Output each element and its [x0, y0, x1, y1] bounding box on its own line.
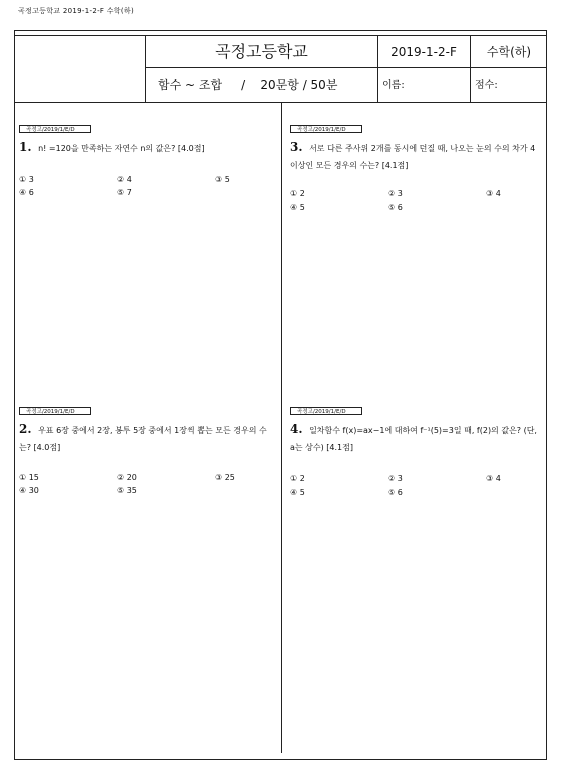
- column-divider: [281, 103, 282, 753]
- question-1-tag: 곡정고/2019/1/E/D: [19, 125, 91, 133]
- question-3-option-5[interactable]: ⑤ 6: [388, 203, 403, 212]
- question-3-option-2[interactable]: ② 3: [388, 189, 403, 198]
- question-2-stem: [19, 421, 269, 456]
- exam-code: 2019-1-2-F: [377, 36, 470, 68]
- question-3-stem: [290, 139, 542, 174]
- question-4-option-4[interactable]: ④ 5: [290, 488, 305, 497]
- question-3: [290, 116, 542, 174]
- question-2-option-4[interactable]: ④ 30: [19, 486, 39, 495]
- question-3-option-3[interactable]: ③ 4: [486, 189, 501, 198]
- question-1-option-2[interactable]: ② 4: [117, 175, 132, 184]
- name-field[interactable]: 이름:: [377, 68, 470, 103]
- score-field[interactable]: 점수:: [470, 68, 547, 103]
- question-2-option-3[interactable]: ③ 25: [215, 473, 235, 482]
- subject-label: 수학(하): [470, 36, 547, 68]
- question-4-stem: [290, 421, 542, 456]
- question-1-stem: [19, 139, 269, 157]
- question-2-option-1[interactable]: ① 15: [19, 473, 39, 482]
- question-4-number: 4.: [290, 422, 303, 436]
- question-2-option-5[interactable]: ⑤ 35: [117, 486, 137, 495]
- question-2-number: 2.: [19, 422, 32, 436]
- page-caption: 곡정고등학교 2019-1-2-F 수학(하): [18, 7, 134, 15]
- question-2-tag: 곡정고/2019/1/E/D: [19, 407, 91, 415]
- question-3-tag: 곡정고/2019/1/E/D: [290, 125, 362, 133]
- question-4-option-3[interactable]: ③ 4: [486, 474, 501, 483]
- question-1-option-4[interactable]: ④ 6: [19, 188, 34, 197]
- question-1-number: 1.: [19, 140, 32, 154]
- question-4-tag: 곡정고/2019/1/E/D: [290, 407, 362, 415]
- question-4-option-2[interactable]: ② 3: [388, 474, 403, 483]
- question-1-option-5[interactable]: ⑤ 7: [117, 188, 132, 197]
- question-3-number: 3.: [290, 140, 303, 154]
- question-1-option-3[interactable]: ③ 5: [215, 175, 230, 184]
- question-4-text: 일차함수 f(x)=ax−1에 대하여 f⁻¹(5)=3일 때, f(2)의 값은? (단, a는 상수) [4.1점]: [290, 426, 537, 452]
- question-2: [19, 398, 269, 456]
- question-1-text: n! =120을 만족하는 자연수 n의 값은? [4.0점]: [38, 144, 205, 153]
- question-4-option-1[interactable]: ① 2: [290, 474, 305, 483]
- question-1-option-1[interactable]: ① 3: [19, 175, 34, 184]
- question-2-option-2[interactable]: ② 20: [117, 473, 137, 482]
- question-4-option-5[interactable]: ⑤ 6: [388, 488, 403, 497]
- exam-header: [14, 35, 547, 103]
- exam-range: 함수 ~ 조합 / 20문항 / 50분: [145, 68, 377, 103]
- school-name: 곡정고등학교: [145, 36, 377, 68]
- question-2-text: 우표 6장 중에서 2장, 봉투 5장 중에서 1장씩 뽑는 모든 경우의 수는? [4.0점]: [19, 426, 267, 452]
- question-1: [19, 116, 269, 157]
- question-3-option-1[interactable]: ① 2: [290, 189, 305, 198]
- question-4: [290, 398, 542, 456]
- question-3-text: 서로 다른 주사위 2개를 동시에 던질 때, 나오는 눈의 수의 차가 4 이상인 모든 경우의 수는? [4.1점]: [290, 144, 536, 170]
- question-3-option-4[interactable]: ④ 5: [290, 203, 305, 212]
